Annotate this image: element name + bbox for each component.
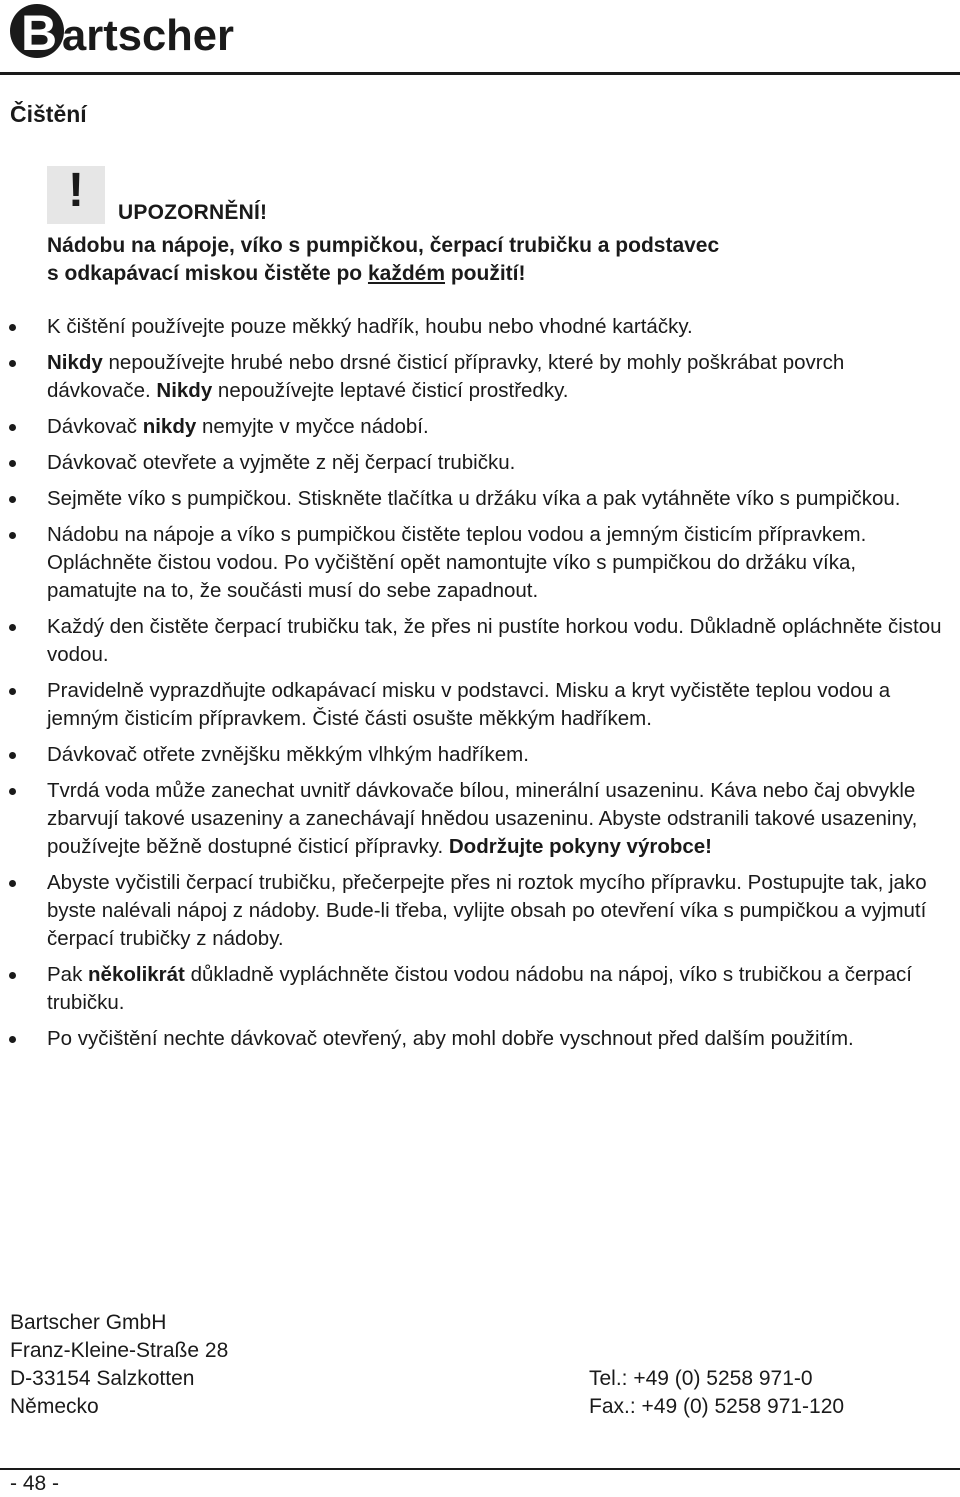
company-fax: Fax.: +49 (0) 5258 971-120	[589, 1395, 845, 1418]
list-item-text: nepoužívejte leptavé čisticí prostředky.	[212, 379, 569, 402]
list-item	[0, 313, 960, 341]
bullet-icon	[9, 624, 16, 631]
warning-line-1: Nádobu na nápoje, víko s pumpičkou, čerpací trubičku a podstavec	[47, 234, 720, 257]
page-number: - 48 -	[10, 1472, 60, 1495]
list-item	[0, 349, 960, 405]
cleaning-instructions-list	[0, 313, 960, 1061]
list-item	[0, 961, 960, 1017]
emphasis-text: Nikdy	[47, 351, 103, 374]
list-item-text: Pravidelně vyprazdňujte odkapávací misku v podstavci. Misku a kryt vyčistěte teplou vodou a jemným čisticím přípravkem. Čisté části osušte měkkým hadříkem.	[47, 679, 891, 730]
list-item-text: nepoužívejte hrubé nebo drsné čisticí přípravky, které by mohly poškrábat povrch dávkovače.	[47, 351, 845, 402]
list-item	[0, 413, 960, 441]
emphasis-text: několikrát	[88, 963, 185, 986]
bullet-icon	[9, 880, 16, 887]
list-item-text: Každý den čistěte čerpací trubičku tak, že přes ni pustíte horkou vodu. Důkladně opláchněte čistou vodou.	[47, 615, 942, 666]
bullet-icon	[9, 496, 16, 503]
bullet-icon	[9, 460, 16, 467]
list-item	[0, 521, 960, 605]
list-item	[0, 677, 960, 733]
list-item	[0, 1025, 960, 1053]
list-item-text: Pak	[47, 963, 89, 986]
emphasis-text: Nikdy	[156, 379, 213, 402]
bullet-icon	[9, 688, 16, 695]
company-city: D-33154 Salzkotten	[10, 1367, 195, 1390]
company-address	[10, 1309, 228, 1421]
company-name: Bartscher GmbH	[10, 1311, 167, 1334]
list-item	[0, 741, 960, 769]
warning-line-2: s odkapávací miskou čistěte po každém použití!	[47, 262, 526, 285]
footer-rule	[0, 1468, 960, 1470]
list-item-text: Dávkovač	[47, 415, 143, 438]
list-item	[0, 777, 960, 861]
svg-text:B: B	[21, 5, 58, 61]
list-item-text: Tvrdá voda může zanechat uvnitř dávkovače bílou, minerální usazeninu. Káva nebo čaj obvykle zbarvují takové usazeniny a zanechávají hnědou usazeninu. Abyste odstranili takové usazeniny, používejte běžně dostupné čisticí přípravky.	[47, 779, 918, 858]
bullet-icon	[9, 360, 16, 367]
list-item-text: Sejměte víko s pumpičkou. Stiskněte tlačítka u držáku víka a pak vytáhněte víko s pumpičkou.	[47, 487, 901, 510]
company-country: Německo	[10, 1395, 99, 1418]
company-tel: Tel.: +49 (0) 5258 971-0	[589, 1367, 813, 1390]
page-title: Čištění	[10, 101, 87, 127]
bullet-icon	[9, 972, 16, 979]
bullet-icon	[9, 532, 16, 539]
emphasis-text: Dodržujte pokyny výrobce!	[448, 835, 713, 858]
list-item-text: Dávkovač otevřete a vyjměte z něj čerpací trubičku.	[47, 451, 516, 474]
list-item	[0, 485, 960, 513]
warning-text	[47, 232, 927, 288]
warning-emphasis: každém	[367, 262, 446, 285]
list-item-text: Abyste vyčistili čerpací trubičku, přečerpejte přes ni roztok mycího přípravku. Postupujte tak, jako byste nalévali nápoj z nádoby. Bude-li třeba, vylijte obsah po otevření víka s pumpičkou a vyjmutí čerpací trubičky z nádoby.	[47, 871, 927, 950]
list-item-text: K čištění používejte pouze měkký hadřík, houbu nebo vhodné kartáčky.	[47, 315, 693, 338]
list-item-text: Nádobu na nápoje a víko s pumpičkou čistěte teplou vodou a jemným čisticím přípravkem. Opláchněte čistou vodou. Po vyčištění opět namontujte víko s pumpičkou do držáku víka, pamatujte na to, že součásti musí do sebe zapadnout.	[47, 523, 867, 602]
list-item	[0, 449, 960, 477]
warning-icon: !	[47, 166, 105, 224]
bullet-icon	[9, 1036, 16, 1043]
emphasis-text: nikdy	[142, 415, 197, 438]
header-rule	[0, 72, 960, 75]
list-item	[0, 869, 960, 953]
warning-title: UPOZORNĚNÍ!	[118, 201, 268, 224]
bullet-icon	[9, 324, 16, 331]
list-item	[0, 613, 960, 669]
bullet-icon	[9, 424, 16, 431]
svg-text:artscher: artscher	[62, 11, 234, 60]
list-item-text: Dávkovač otřete zvnějšku měkkým vlhkým hadříkem.	[47, 743, 529, 766]
list-item-text: Po vyčištění nechte dávkovač otevřený, aby mohl dobře vyschnout před dalším použitím.	[47, 1027, 854, 1050]
bartscher-logo	[8, 0, 240, 62]
bullet-icon	[9, 788, 16, 795]
list-item-text: důkladně vypláchněte čistou vodou nádobu na nápoj, víko s trubičkou a čerpací trubičku.	[47, 963, 912, 1014]
bullet-icon	[9, 752, 16, 759]
company-contact	[589, 1365, 844, 1421]
company-street: Franz-Kleine-Straße 28	[10, 1339, 229, 1362]
list-item-text: nemyjte v myčce nádobí.	[196, 415, 429, 438]
